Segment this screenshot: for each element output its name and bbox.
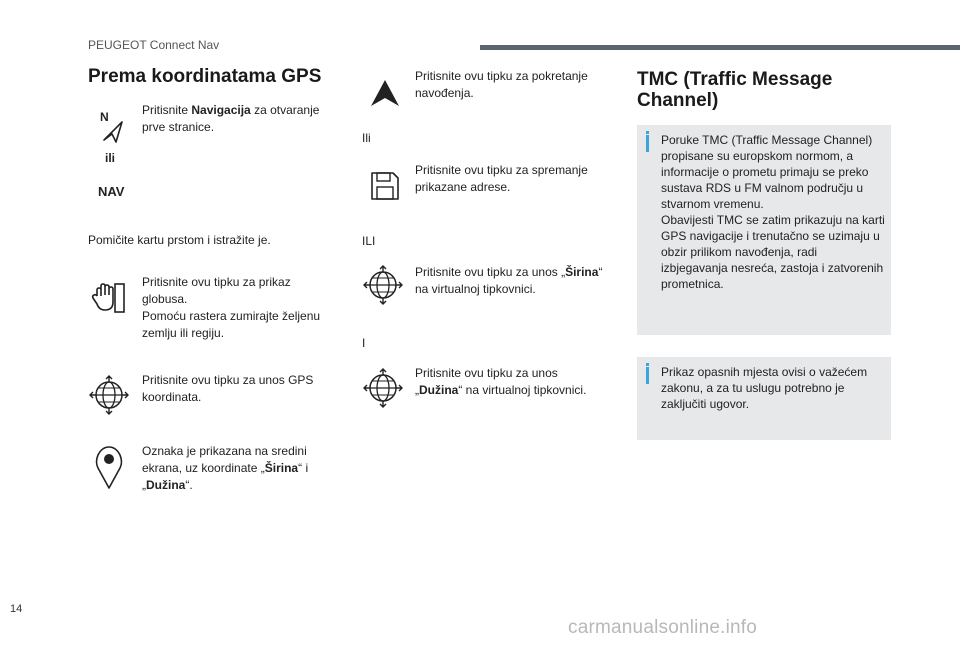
longitude-globe-icon (363, 368, 403, 413)
or-label-1: Ili (362, 131, 371, 145)
pin-step-text: Oznaka je prikazana na sredini ekrana, uz koordinate „Širina“ i „Dužina“. (142, 444, 309, 492)
info-hazard-text: Prikaz opasnih mjesta ovisi o važećem zakonu, a za tu uslugu potrebno je zaključiti ugovor. (661, 365, 868, 411)
nav-button-label: NAV (98, 184, 125, 199)
info-box-tmc (637, 125, 891, 335)
page-number: 14 (10, 603, 23, 615)
or-label-2: ILI (362, 234, 376, 248)
info-tmc-paragraph-1: Poruke TMC (Traffic Message Channel) propisane su europskom normom, a informacije o prometu primaju se preko sustava RDS u FM valnom području u stvarnom vremenu. (661, 133, 873, 211)
section-title-gps: Prema koordinatama GPS (88, 66, 322, 87)
and-label: I (362, 336, 366, 350)
save-address-text: Pritisnite ovu tipku za spremanje prikazane adrese. (415, 163, 588, 194)
info-icon (646, 367, 649, 384)
hand-globe-icon (91, 280, 127, 321)
info-box-hazard (637, 357, 891, 440)
gps-step-text: Pritisnite ovu tipku za unos GPS koordinata. (142, 373, 314, 404)
start-guidance-text: Pritisnite ovu tipku za pokretanje navođenja. (415, 69, 588, 100)
latitude-entry-text: Pritisnite ovu tipku za unos „Širina“ na virtualnoj tipkovnici. (415, 265, 603, 296)
move-map-text: Pomičite kartu prstom i istražite je. (88, 233, 271, 247)
section-title-tmc: TMC (Traffic Message Channel) (637, 69, 833, 111)
watermark: carmanualsonline.info (568, 617, 758, 638)
gps-globe-icon (89, 375, 129, 420)
step-open-navigation: Pritisnite Navigacija za otvaranje prve stranice. (142, 103, 320, 134)
nav-letter: N (100, 110, 109, 124)
latitude-globe-icon (363, 265, 403, 310)
or-label: ili (105, 151, 116, 165)
longitude-entry-text: Pritisnite ovu tipku za unos „Dužina“ na virtualnoj tipkovnici. (415, 366, 587, 397)
start-guidance-arrow-icon (369, 78, 401, 113)
header-brand: PEUGEOT Connect Nav (88, 38, 220, 52)
header-accent-bar (480, 45, 960, 50)
map-pin-icon (94, 444, 124, 495)
save-floppy-icon (369, 170, 401, 207)
info-tmc-paragraph-2: Obavijesti TMC se zatim prikazuju na karti GPS navigacije i trenutačno se uzimaju u obzir prilikom navođenja, radi izbjegavanja nesreća, zastoja i zatvorenih prometnica. (661, 213, 885, 291)
info-icon (646, 135, 649, 152)
globe-step-text: Pritisnite ovu tipku za prikaz globusa. Pomoću rastera zumirajte željenu zemlju ili regiju. (142, 275, 321, 340)
